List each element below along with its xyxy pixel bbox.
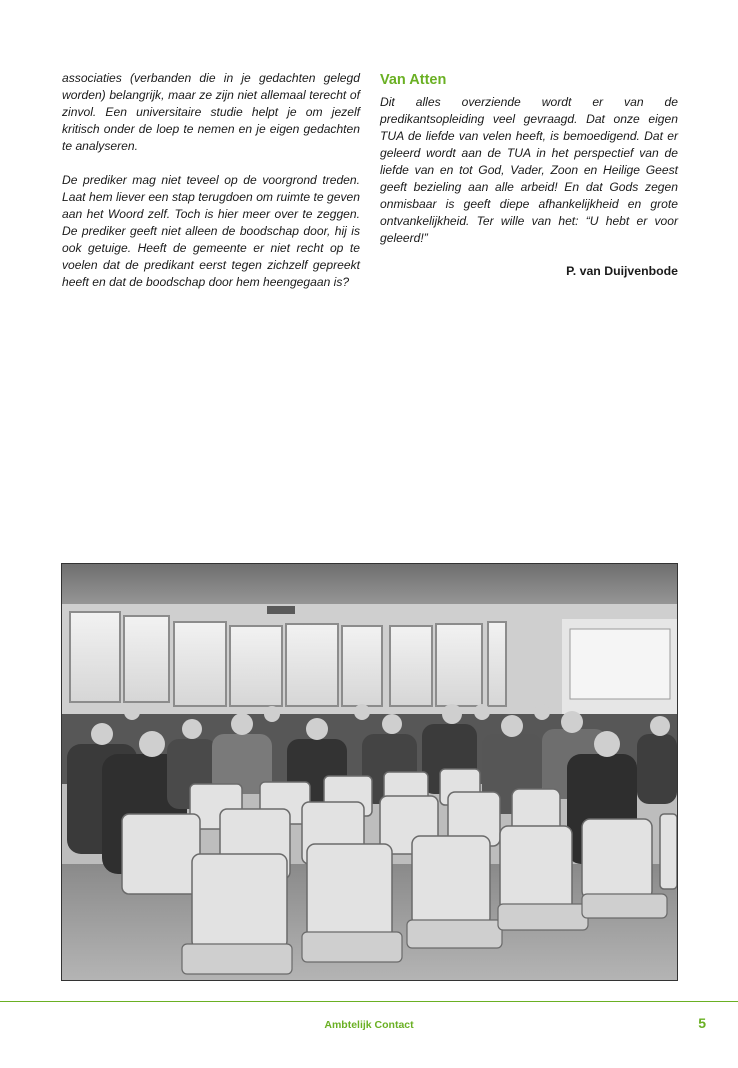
page-number: 5	[698, 1015, 706, 1031]
paragraph-prediker: De prediker mag niet teveel op de voorgrond treden. Laat hem liever een stap terugdoen om ruimte te geven aan het Woord zelf. Toch is hier meer over te zeggen. De prediker geeft niet alleen de boodschap door, hij is ook getuige. Heeft de gemeente er niet recht op te voelen dat de predikant eerst tegen zichzelf gepreekt heeft en dat de boodschap door hem heengegaan is?	[62, 173, 360, 289]
paragraph-van-atten: Dit alles overziende wordt er van de predikantsopleiding veel gevraagd. Dat onze eigen TUA de liefde van velen heeft, is bemoedigend. Dat er geleerd wordt aan de TUA in het perspectief van de liefde van en tot God, Vader, Zoon en Heilige Geest geeft bezieling aan alle arbeid! En dat Gods zegen onmisbaar is geeft diepe afhankelijkheid en grote ontvankelijkheid. Ter wille van het: “U hebt er voor geleerd!”	[380, 95, 678, 245]
paragraph-associaties: associaties (verbanden die in je gedachten gelegd worden) belangrijk, maar ze zijn niet allemaal terecht of zinvol. Een universitaire studie helpt je om jezelf kritisch onder de loep te nemen en je eigen gedachten te analyseren.	[62, 71, 360, 153]
audience-photo	[61, 563, 678, 981]
footer-publication-title: Ambtelijk Contact	[324, 1019, 414, 1031]
section-heading: Van Atten	[380, 72, 447, 88]
author-signature: P. van Duijvenbode	[566, 264, 678, 278]
footer-rule	[0, 1001, 738, 1002]
left-text-column	[62, 70, 360, 308]
right-text-column	[380, 70, 678, 280]
